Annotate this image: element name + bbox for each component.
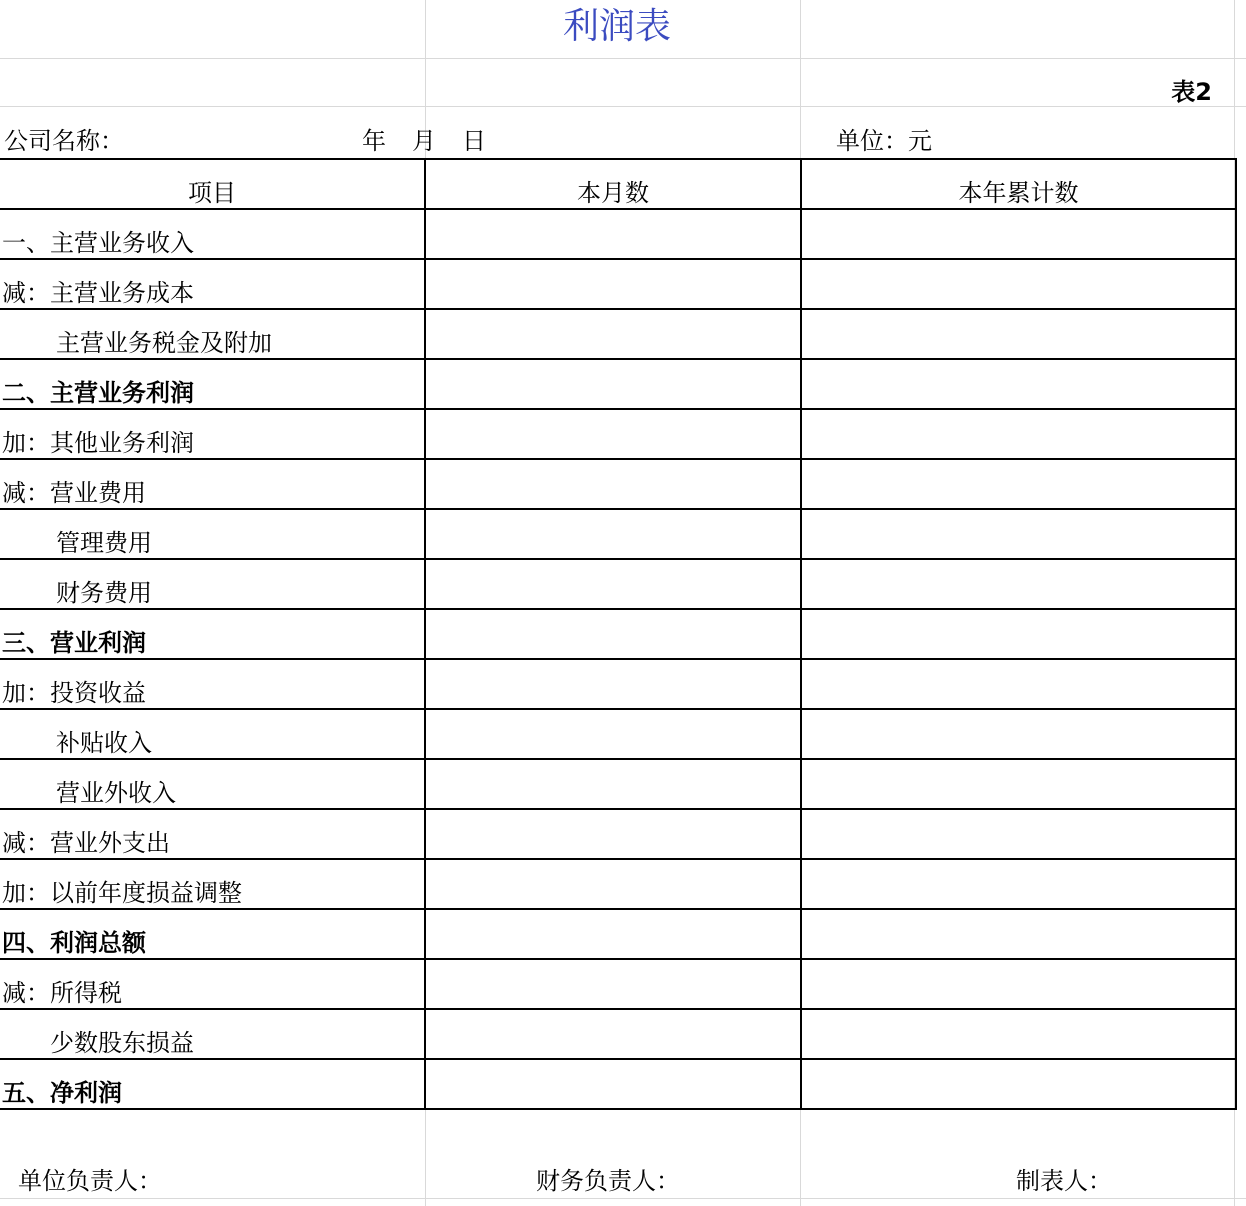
- day-label: 日: [462, 127, 486, 155]
- table-row: [0, 1059, 1236, 1109]
- ytd-cell[interactable]: [801, 759, 1236, 809]
- row-label: 财务费用: [0, 559, 425, 609]
- month-cell[interactable]: [425, 559, 801, 609]
- table-row: [0, 909, 1236, 959]
- row-label: 减：营业外支出: [0, 809, 425, 859]
- ytd-cell[interactable]: [801, 459, 1236, 509]
- month-cell[interactable]: [425, 959, 801, 1009]
- month-cell[interactable]: [425, 509, 801, 559]
- ytd-cell[interactable]: [801, 1059, 1236, 1109]
- row-label: 营业外收入: [0, 759, 425, 809]
- ytd-cell[interactable]: [801, 559, 1236, 609]
- table-row: [0, 409, 1236, 459]
- ytd-cell[interactable]: [801, 509, 1236, 559]
- row-label: 补贴收入: [0, 709, 425, 759]
- table-row: [0, 809, 1236, 859]
- ytd-cell[interactable]: [801, 809, 1236, 859]
- grid-line: [0, 106, 1246, 107]
- table-row: [0, 1009, 1236, 1059]
- table-row: [0, 609, 1236, 659]
- month-cell[interactable]: [425, 459, 801, 509]
- column-header-ytd: 本年累计数: [801, 159, 1236, 209]
- table-row: [0, 359, 1236, 409]
- ytd-cell[interactable]: [801, 359, 1236, 409]
- table-row: [0, 759, 1236, 809]
- table-row: [0, 659, 1236, 709]
- table-row: [0, 709, 1236, 759]
- ytd-cell[interactable]: [801, 659, 1236, 709]
- month-cell[interactable]: [425, 209, 801, 259]
- row-label: 五、净利润: [0, 1059, 425, 1109]
- grid-line: [0, 1198, 1246, 1199]
- row-label: 加：其他业务利润: [0, 409, 425, 459]
- ytd-cell[interactable]: [801, 209, 1236, 259]
- row-label: 减：营业费用: [0, 459, 425, 509]
- row-label: 减：主营业务成本: [0, 259, 425, 309]
- month-cell[interactable]: [425, 409, 801, 459]
- header-row: [0, 159, 1236, 209]
- month-cell[interactable]: [425, 1059, 801, 1109]
- row-label: 主营业务税金及附加: [0, 309, 425, 359]
- table-row: [0, 309, 1236, 359]
- finance-head-label: 财务负责人：: [536, 1167, 680, 1195]
- month-cell[interactable]: [425, 1009, 801, 1059]
- ytd-cell[interactable]: [801, 909, 1236, 959]
- ytd-cell[interactable]: [801, 1009, 1236, 1059]
- column-header-month: 本月数: [425, 159, 801, 209]
- table-row: [0, 259, 1236, 309]
- row-label: 一、主营业务收入: [0, 209, 425, 259]
- row-label: 少数股东损益: [0, 1009, 425, 1059]
- table-row: [0, 859, 1236, 909]
- table-tag: 表2: [1171, 78, 1212, 106]
- ytd-cell[interactable]: [801, 609, 1236, 659]
- column-header-item: 项目: [0, 159, 425, 209]
- month-cell[interactable]: [425, 859, 801, 909]
- ytd-cell[interactable]: [801, 259, 1236, 309]
- year-label: 年: [362, 127, 386, 155]
- row-label: 二、主营业务利润: [0, 359, 425, 409]
- month-cell[interactable]: [425, 659, 801, 709]
- month-cell[interactable]: [425, 809, 801, 859]
- report-title: 利润表: [562, 6, 671, 47]
- table-row: [0, 959, 1236, 1009]
- income-statement-table: [0, 158, 1237, 1110]
- table-row: [0, 459, 1236, 509]
- ytd-cell[interactable]: [801, 859, 1236, 909]
- grid-line: [0, 58, 1246, 59]
- row-label: 管理费用: [0, 509, 425, 559]
- company-name-label: 公司名称：: [4, 127, 124, 155]
- table-row: [0, 559, 1236, 609]
- ytd-cell[interactable]: [801, 309, 1236, 359]
- month-cell[interactable]: [425, 309, 801, 359]
- month-cell[interactable]: [425, 709, 801, 759]
- row-label: 三、营业利润: [0, 609, 425, 659]
- row-label: 加：投资收益: [0, 659, 425, 709]
- unit-head-label: 单位负责人：: [18, 1167, 162, 1195]
- ytd-cell[interactable]: [801, 409, 1236, 459]
- ytd-cell[interactable]: [801, 959, 1236, 1009]
- month-cell[interactable]: [425, 259, 801, 309]
- ytd-cell[interactable]: [801, 709, 1236, 759]
- row-label: 加：以前年度损益调整: [0, 859, 425, 909]
- month-cell[interactable]: [425, 759, 801, 809]
- table-row: [0, 209, 1236, 259]
- month-cell[interactable]: [425, 909, 801, 959]
- row-label: 四、利润总额: [0, 909, 425, 959]
- month-cell[interactable]: [425, 609, 801, 659]
- month-label: 月: [412, 127, 436, 155]
- table-row: [0, 509, 1236, 559]
- unit-label: 单位：元: [836, 127, 932, 155]
- month-cell[interactable]: [425, 359, 801, 409]
- row-label: 减：所得税: [0, 959, 425, 1009]
- preparer-label: 制表人：: [1016, 1167, 1112, 1195]
